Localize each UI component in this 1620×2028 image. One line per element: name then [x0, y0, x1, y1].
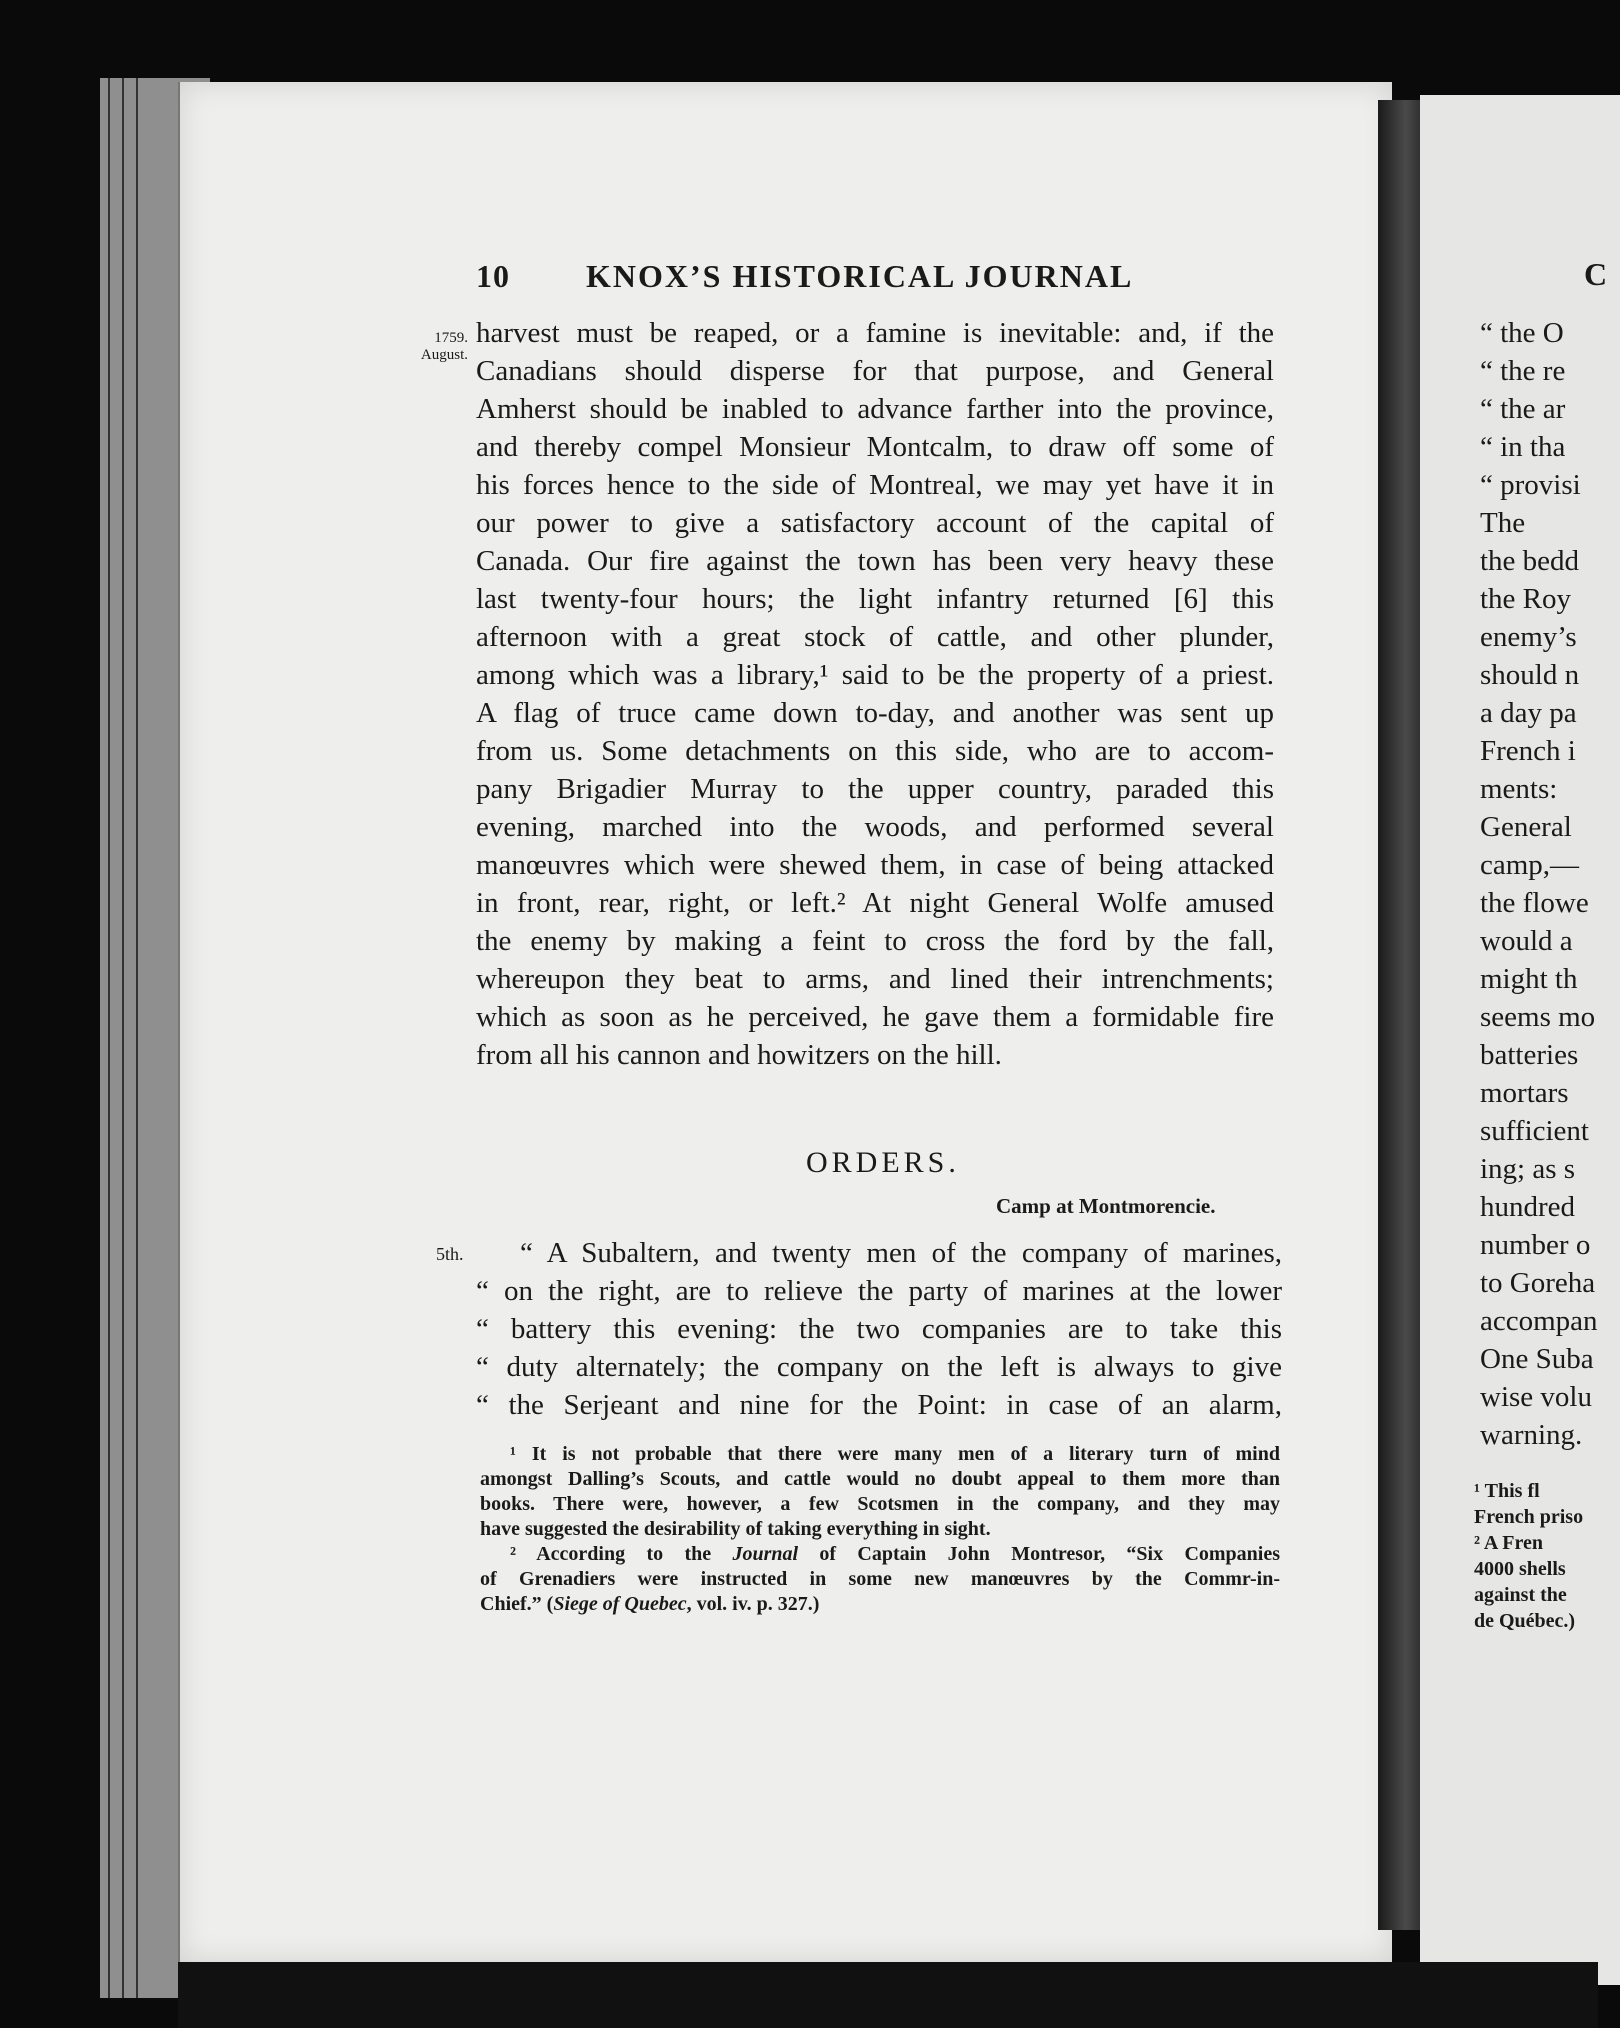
footnotes	[480, 1442, 1280, 1617]
orders-text	[476, 1234, 1282, 1424]
right-page-line: camp,—	[1480, 849, 1580, 881]
footnote-1-line: have suggested the desirability of taking everything in sight.	[480, 1518, 991, 1540]
text-line: manœuvres which were shewed them, in case of being attacked	[476, 849, 1274, 881]
text-line: last twenty-four hours; the light infantry returned [6] this	[476, 583, 1274, 615]
right-page-line: ments:	[1480, 773, 1558, 805]
right-page-line: “ the re	[1480, 355, 1566, 387]
right-page-footnote-line: de Québec.)	[1474, 1610, 1576, 1632]
text-line: among which was a library,¹ said to be the property of a priest.	[476, 659, 1274, 691]
text-line: A flag of truce came down to-day, and another was sent up	[476, 697, 1274, 729]
right-page-line: wise volu	[1480, 1381, 1592, 1413]
footnote-2-text: of Captain John Montresor, “Six Companies	[798, 1543, 1281, 1565]
scan-border	[178, 1962, 1598, 2028]
text-line: from all his cannon and howitzers on the hill.	[476, 1039, 1002, 1071]
right-page-line: should n	[1480, 659, 1580, 691]
orders-location: Camp at Montmorencie.	[996, 1194, 1216, 1218]
footnote-1-line: amongst Dalling’s Scouts, and cattle would no doubt appeal to them more than	[480, 1468, 1280, 1490]
right-page-footnotes	[1474, 1478, 1604, 1634]
text-line: Amherst should be inabled to advance farther into the province,	[476, 393, 1274, 425]
text-line: and thereby compel Monsieur Montcalm, to draw off some of	[476, 431, 1274, 463]
right-page-footnote-line: 4000 shells	[1474, 1558, 1566, 1580]
right-page-line: “ the ar	[1480, 393, 1566, 425]
right-page-line: ing; as s	[1480, 1153, 1576, 1185]
margin-day: 5th.	[436, 1244, 464, 1264]
right-page-line: “ in tha	[1480, 431, 1566, 463]
orders-heading: ORDERS.	[806, 1146, 960, 1179]
body-text	[476, 314, 1274, 1074]
right-page-footnote-line: ² A Fren	[1474, 1532, 1543, 1554]
right-page-line: might th	[1480, 963, 1578, 995]
footnote-1-line: ¹ It is not probable that there were many men of a literary turn of mind	[510, 1443, 1280, 1465]
right-page-line: “ provisi	[1480, 469, 1581, 501]
right-page-line: accompan	[1480, 1305, 1598, 1337]
right-page-line: batteries	[1480, 1039, 1579, 1071]
right-page-line: The	[1480, 507, 1526, 539]
right-page-line: French i	[1480, 735, 1576, 767]
text-line: which as soon as he perceived, he gave them a formidable fire	[476, 1001, 1274, 1033]
margin-date	[402, 330, 468, 364]
right-page-line: “ the O	[1480, 317, 1564, 349]
right-page-text	[1480, 314, 1620, 1454]
footnote-2-line: of Grenadiers were instructed in some new manœuvres by the Commr-in-	[480, 1568, 1280, 1590]
right-page-line: One Suba	[1480, 1343, 1594, 1375]
footnote-2-line	[480, 1592, 1280, 1617]
right-page-footnote-line: against the	[1474, 1584, 1567, 1606]
right-page-line: the bedd	[1480, 545, 1580, 577]
text-line: afternoon with a great stock of cattle, and other plunder,	[476, 621, 1274, 653]
text-line: Canada. Our fire against the town has been very heavy these	[476, 545, 1274, 577]
right-page-header: C	[1584, 256, 1608, 292]
right-page-line: sufficient	[1480, 1115, 1589, 1147]
text-line: the enemy by making a feint to cross the ford by the fall,	[476, 925, 1274, 957]
footnote-2-text: Chief.” (	[480, 1593, 554, 1615]
right-page-line: hundred	[1480, 1191, 1576, 1223]
footnote-2-text: , vol. iv. p. 327.)	[686, 1593, 820, 1615]
orders-line: “ A Subaltern, and twenty men of the company of marines,	[520, 1237, 1282, 1269]
footnote-1-line: books. There were, however, a few Scotsmen in the company, and they may	[480, 1493, 1280, 1515]
right-page-line: the Roy	[1480, 583, 1572, 615]
footnote-2-siege: Siege of Quebec	[553, 1593, 687, 1615]
right-page-line: mortars	[1480, 1077, 1569, 1109]
text-line: from us. Some detachments on this side, who are to accom-	[476, 735, 1274, 767]
text-line: whereupon they beat to arms, and lined their intrenchments;	[476, 963, 1274, 995]
right-page-line: General	[1480, 811, 1572, 843]
orders-line: “ duty alternately; the company on the left is always to give	[476, 1351, 1282, 1383]
book-gutter	[1378, 100, 1424, 1930]
right-page-line: number o	[1480, 1229, 1591, 1261]
orders-line: “ battery this evening: the two companies are to take this	[476, 1313, 1282, 1345]
right-page-footnote-line: ¹ This fl	[1474, 1480, 1540, 1502]
text-line: in front, rear, right, or left.² At night General Wolfe amused	[476, 887, 1274, 919]
footnote-2-line	[480, 1542, 1280, 1567]
margin-month: August.	[420, 347, 468, 363]
orders-line: “ the Serjeant and nine for the Point: in case of an alarm,	[476, 1389, 1282, 1421]
right-page-line: a day pa	[1480, 697, 1577, 729]
running-title: KNOX’S HISTORICAL JOURNAL	[586, 258, 1134, 294]
orders-line: “ on the right, are to relieve the party of marines at the lower	[476, 1275, 1282, 1307]
text-line: harvest must be reaped, or a famine is inevitable: and, if the	[476, 317, 1274, 349]
right-page-footnote-line: French priso	[1474, 1506, 1584, 1528]
right-page-line: would a	[1480, 925, 1573, 957]
right-page-line: the flowe	[1480, 887, 1589, 919]
margin-year: 1759.	[434, 330, 468, 346]
text-line: Canadians should disperse for that purpose, and General	[476, 355, 1274, 387]
page-number: 10	[476, 258, 510, 294]
text-line: his forces hence to the side of Montreal, we may yet have it in	[476, 469, 1274, 501]
text-line: our power to give a satisfactory account of the capital of	[476, 507, 1274, 539]
text-line: pany Brigadier Murray to the upper country, paraded this	[476, 773, 1274, 805]
right-page-line: enemy’s	[1480, 621, 1577, 653]
right-page-line: to Goreha	[1480, 1267, 1596, 1299]
right-page-line: warning.	[1480, 1419, 1583, 1451]
right-page-line: seems mo	[1480, 1001, 1596, 1033]
footnote-2-text: ² According to the	[510, 1543, 733, 1565]
footnote-2-journal: Journal	[732, 1543, 799, 1565]
text-line: evening, marched into the woods, and performed several	[476, 811, 1274, 843]
running-header	[476, 258, 1134, 295]
